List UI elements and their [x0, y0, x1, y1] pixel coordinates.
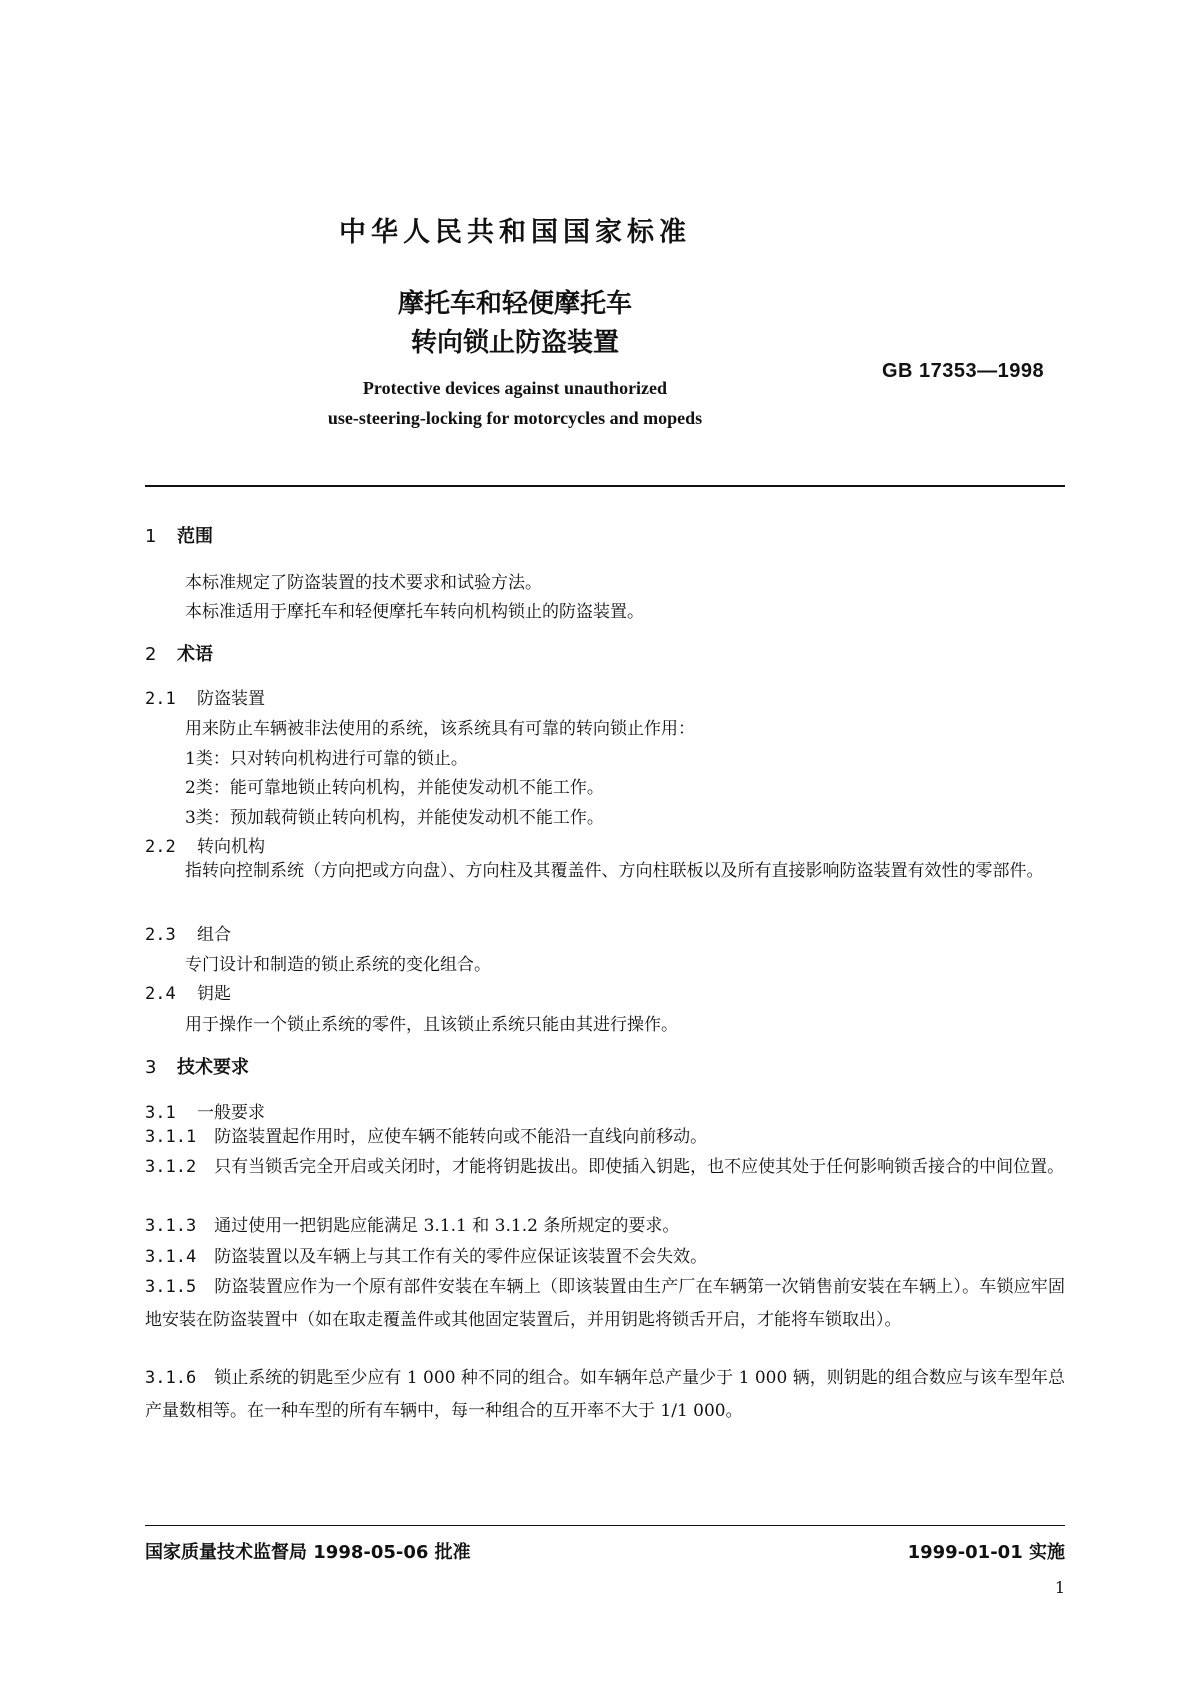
paragraph: 3类：预加载荷锁止转向机构，并能使发动机不能工作。	[185, 808, 604, 828]
subsection-2-3-heading	[145, 920, 231, 945]
title-en-line1: Protective devices against unauthorized	[362, 378, 668, 398]
section-2-heading	[145, 640, 213, 666]
clause-text: 只有当锁舌完全开启或关闭时，才能将钥匙拔出。即使插入钥匙，也不应使其处于任何影响锁舌接合的中间位置。	[214, 1157, 1065, 1177]
subsection-title: 组合	[197, 925, 231, 945]
subsection-title: 钥匙	[197, 984, 231, 1004]
standard-number: GB 17353—1998	[882, 360, 1045, 382]
paragraph: 用来防止车辆被非法使用的系统，该系统具有可靠的转向锁止作用：	[185, 719, 695, 739]
section-number: 2	[145, 644, 157, 665]
section-title: 技术要求	[177, 1057, 249, 1078]
clause-3-1-4	[145, 1241, 1065, 1274]
paragraph: 本标准规定了防盗装置的技术要求和试验方法。	[185, 573, 542, 593]
paragraph: 1类：只对转向机构进行可靠的锁止。	[185, 749, 468, 769]
title-cn-line1: 摩托车和轻便摩托车	[397, 289, 632, 319]
header-rule	[145, 485, 1065, 487]
section-1-heading	[145, 522, 213, 548]
clause-number: 3.1.3	[145, 1216, 197, 1236]
national-standard-heading: 中华人民共和国国家标准	[339, 217, 691, 248]
clause-text: 防盗装置应作为一个原有部件安装在车辆上（即该装置由生产厂在车辆第一次销售前安装在车辆上）。车锁应牢固地安装在防盗装置中（如在取走覆盖件或其他固定装置后，并用钥匙将锁舌开启，才能将车锁取出）。	[145, 1277, 1065, 1330]
subsection-2-4-heading	[145, 979, 231, 1004]
clause-number: 3.1.2	[145, 1157, 197, 1177]
clause-text: 通过使用一把钥匙应能满足 3.1.1 和 3.1.2 条所规定的要求。	[214, 1216, 680, 1236]
subsection-number: 2.2	[145, 837, 176, 857]
subsection-title: 防盗装置	[197, 689, 265, 709]
title-en-line2: use-steering-locking for motorcycles and mopeds	[327, 408, 703, 428]
clause-number: 3.1.4	[145, 1247, 197, 1267]
section-number: 1	[145, 526, 157, 547]
section-number: 3	[145, 1057, 157, 1078]
clause-3-1-6	[145, 1362, 1065, 1428]
subsection-2-1-heading	[145, 684, 265, 709]
subsection-title: 一般要求	[197, 1103, 265, 1123]
title-cn-line2: 转向锁止防盗装置	[410, 328, 619, 358]
subsection-number: 2.3	[145, 925, 176, 945]
subsection-number: 2.4	[145, 984, 176, 1004]
effective-date: 1999-01-01 实施	[907, 1542, 1065, 1563]
page-number: 1	[1054, 1578, 1065, 1597]
clause-text: 锁止系统的钥匙至少应有 1 000 种不同的组合。如车辆年总产量少于 1 000 辆，则钥匙的组合数应与该车型年总产量数相等。在一种车型的所有车辆中，每一种组合的互开率不大于 1/1 000。	[145, 1368, 1065, 1421]
clause-3-1-3	[145, 1210, 1065, 1243]
clause-text: 防盗装置起作用时，应使车辆不能转向或不能沿一直线向前移动。	[214, 1127, 708, 1147]
paragraph: 专门设计和制造的锁止系统的变化组合。	[185, 955, 491, 975]
section-title: 范围	[177, 526, 213, 547]
subsection-3-1-heading	[145, 1098, 265, 1123]
clause-number: 3.1.6	[145, 1368, 197, 1388]
clause-3-1-5	[145, 1271, 1065, 1337]
paragraph: 本标准适用于摩托车和轻便摩托车转向机构锁止的防盗装置。	[185, 602, 644, 622]
clause-3-1-2	[145, 1151, 1065, 1184]
clause-3-1-1	[145, 1121, 1065, 1154]
subsection-2-2-heading	[145, 832, 265, 857]
clause-number: 3.1.1	[145, 1127, 197, 1147]
section-title: 术语	[177, 644, 213, 665]
subsection-title: 转向机构	[197, 837, 265, 857]
subsection-number: 3.1	[145, 1103, 176, 1123]
subsection-number: 2.1	[145, 689, 176, 709]
clause-number: 3.1.5	[145, 1277, 197, 1297]
clause-text: 防盗装置以及车辆上与其工作有关的零件应保证该装置不会失效。	[214, 1247, 708, 1267]
section-3-heading	[145, 1053, 249, 1079]
paragraph: 用于操作一个锁止系统的零件，且该锁止系统只能由其进行操作。	[185, 1015, 678, 1035]
paragraph: 2类：能可靠地锁止转向机构，并能使发动机不能工作。	[185, 778, 604, 798]
paragraph: 指转向控制系统（方向把或方向盘）、方向柱及其覆盖件、方向柱联板以及所有直接影响防盗装置有效性的零部件。	[185, 861, 1044, 881]
approval-info: 国家质量技术监督局 1998-05-06 批准	[145, 1542, 471, 1563]
footer-rule	[145, 1525, 1065, 1526]
